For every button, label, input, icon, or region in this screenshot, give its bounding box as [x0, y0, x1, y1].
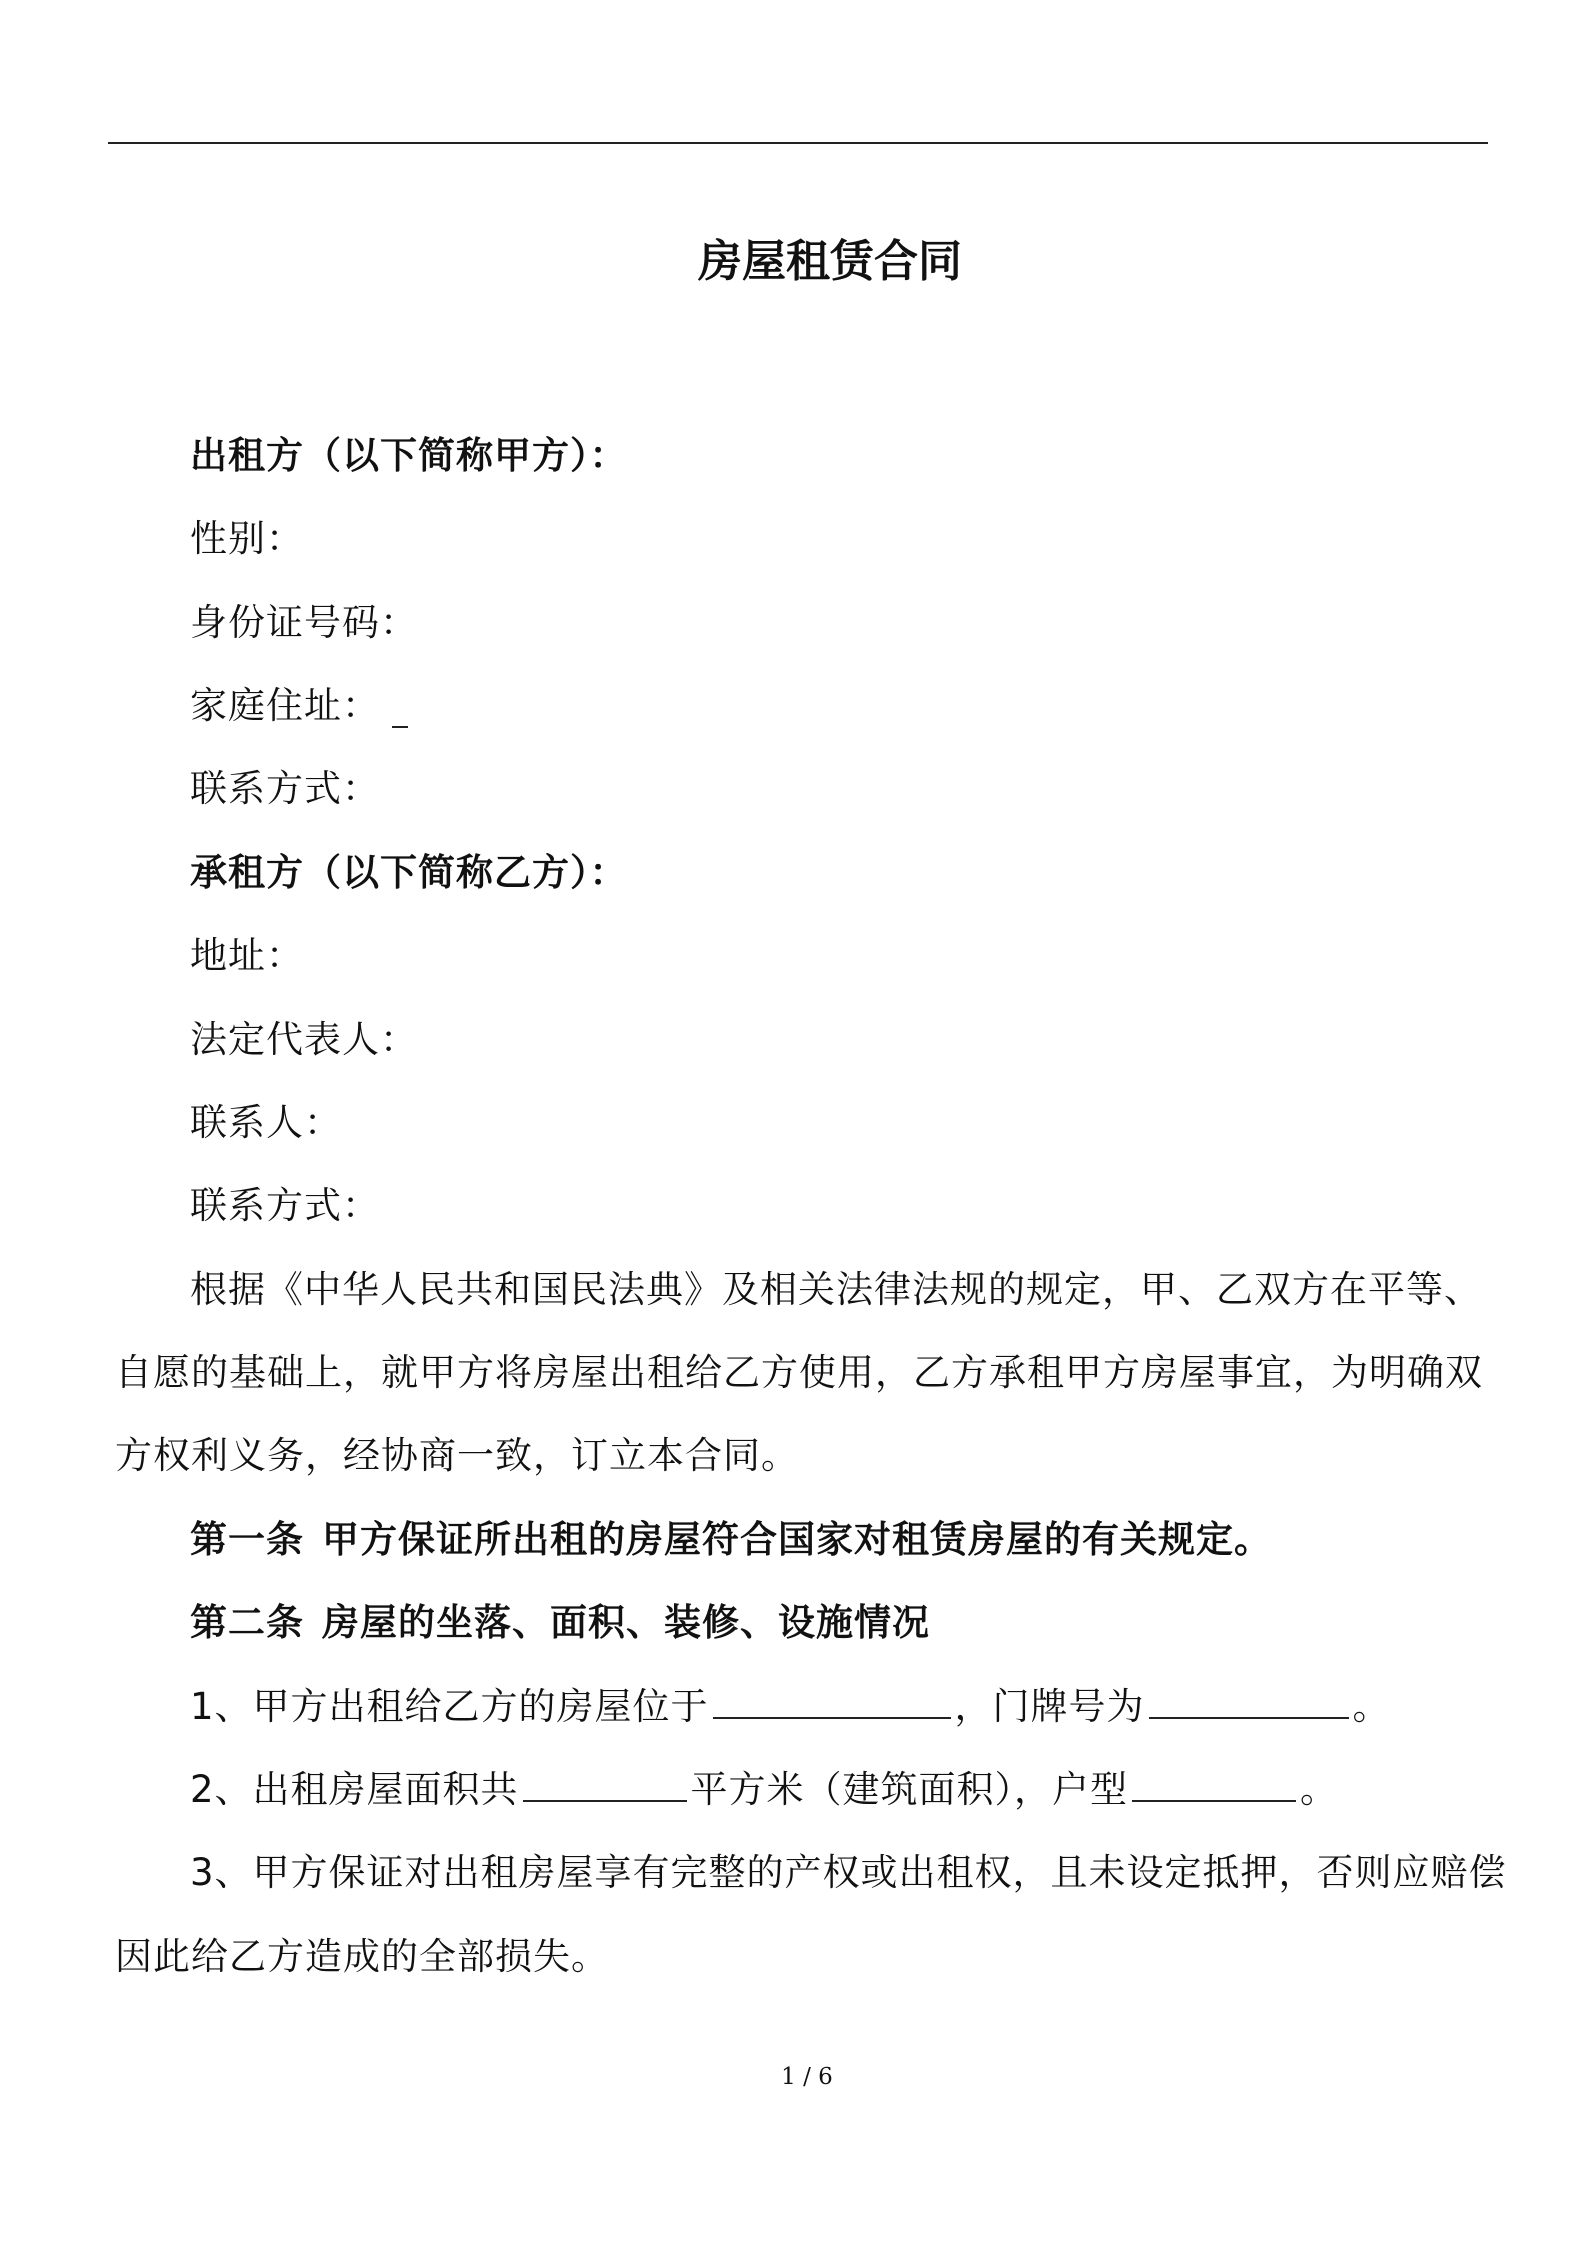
lessor-heading: 出租方（以下简称甲方）： [190, 434, 628, 477]
clause-2-part2: 平方米（建筑面积），户型 [690, 1768, 1129, 1811]
lessee-contact: 联系方式： [190, 1184, 380, 1227]
clause-3-line-1: 3、甲方保证对出租房屋享有完整的产权或出租权，且未设定抵押，否则应赔偿 [190, 1851, 1507, 1894]
clause-3-line-2: 因此给乙方造成的全部损失。 [115, 1935, 609, 1978]
house-number-blank[interactable] [1149, 1683, 1349, 1719]
article-2-text: 房屋的坐落、面积、装修、设施情况 [322, 1601, 930, 1644]
layout-blank[interactable] [1132, 1766, 1296, 1802]
preamble-line-1: 根据《中华人民共和国民法典》及相关法律法规的规定，甲、乙双方在平等、 [190, 1268, 1482, 1311]
clause-2 [190, 1764, 1338, 1816]
clause-1 [190, 1681, 1391, 1733]
area-blank[interactable] [523, 1766, 687, 1802]
page-number: 1 / 6 [781, 2064, 833, 2090]
lessor-address: 家庭住址： [190, 684, 380, 727]
header-rule [108, 142, 1488, 144]
lessee-address: 地址： [190, 934, 304, 977]
clause-1-part3: 。 [1352, 1685, 1391, 1728]
preamble-line-3: 方权利义务，经协商一致，订立本合同。 [115, 1434, 799, 1477]
article-1 [190, 1514, 1272, 1566]
lessor-id: 身份证号码： [190, 601, 418, 644]
lessee-heading: 承租方（以下简称乙方）： [190, 851, 628, 894]
lessor-address-row [190, 680, 408, 732]
clause-1-part1: 1、甲方出租给乙方的房屋位于 [190, 1685, 709, 1728]
address-underscore [392, 726, 408, 728]
clause-1-part2: ，门牌号为 [954, 1685, 1145, 1728]
lessor-contact: 联系方式： [190, 767, 380, 810]
article-2-label: 第二条 [190, 1601, 304, 1644]
location-blank[interactable] [713, 1683, 951, 1719]
lessor-gender: 性别： [190, 517, 304, 560]
clause-2-part1: 2、出租房屋面积共 [190, 1768, 519, 1811]
article-1-text: 甲方保证所出租的房屋符合国家对租赁房屋的有关规定。 [322, 1518, 1272, 1561]
article-1-label: 第一条 [190, 1518, 304, 1561]
lessee-legal-rep: 法定代表人： [190, 1018, 418, 1061]
document-title: 房屋租赁合同 [698, 236, 962, 287]
article-2 [190, 1597, 930, 1649]
lessee-contact-person: 联系人： [190, 1101, 342, 1144]
preamble-line-2: 自愿的基础上，就甲方将房屋出租给乙方使用，乙方承租甲方房屋事宜，为明确双 [115, 1351, 1483, 1394]
clause-2-part3: 。 [1300, 1768, 1339, 1811]
